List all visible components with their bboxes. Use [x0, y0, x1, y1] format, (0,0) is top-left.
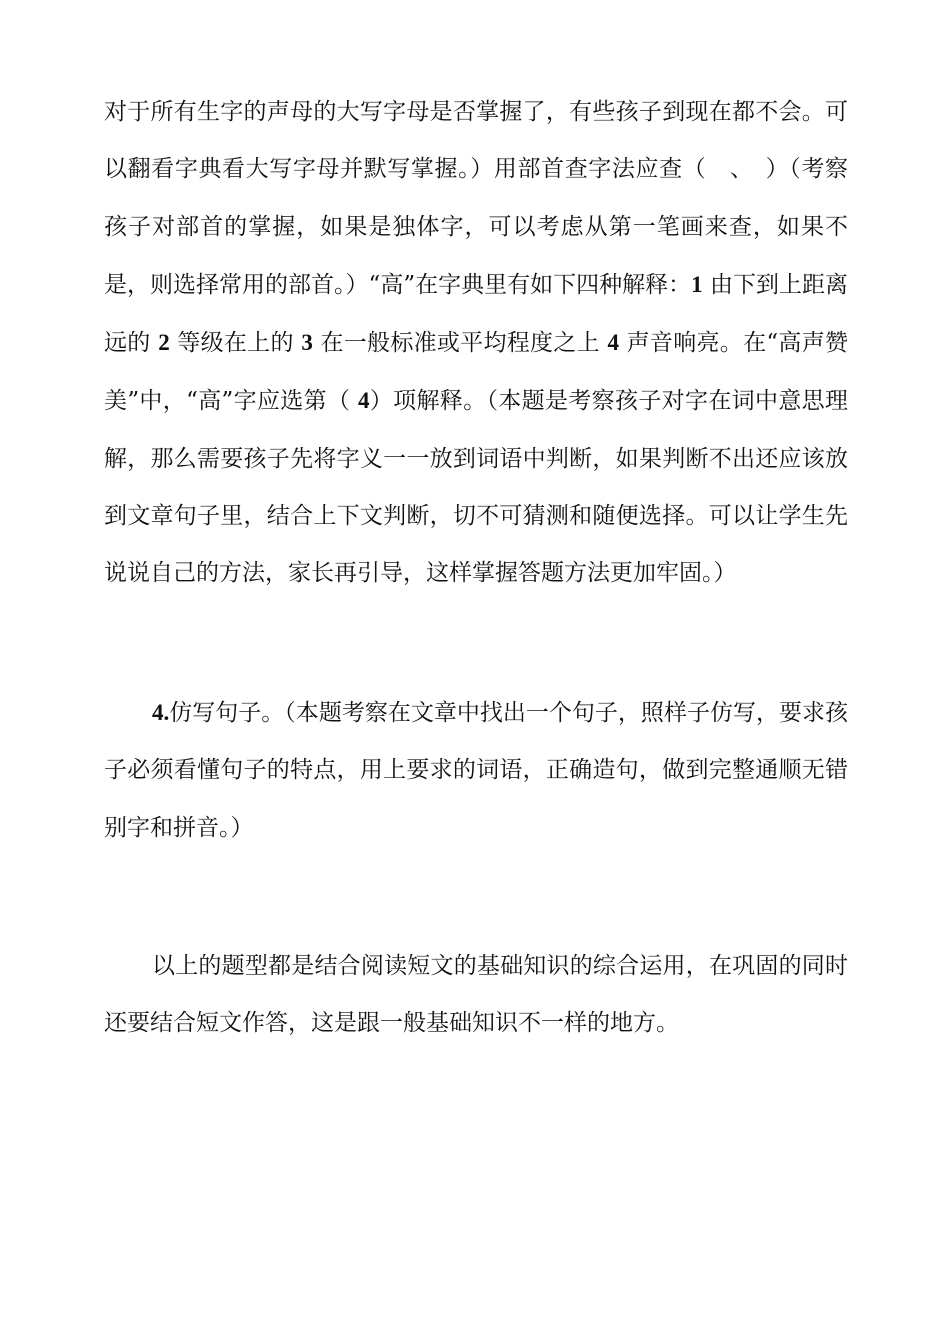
text-segment: 声音响亮。在“高声赞美”中，“高”字应选第（ — [104, 330, 849, 415]
text-segment: 以上的题型都是结合阅读短文的基础知识的综合运用，在巩固的同时还要结合短文作答，这是跟一般基础知识不一样的地方。 — [104, 953, 848, 1037]
text-segment: 等级在上的 — [169, 330, 302, 357]
text-segment: 由下到上距离远的 — [104, 271, 848, 357]
text-segment: ）项解释。（本题是考察孩子对字在词中意思理解，那么需要孩子先将字义一一放到词语中判断，如果判断不出还应该放到文章句子里，结合上下文判断，切不可猜测和随便选择。可以让学生先说说自己的方法，家长再引导，这样掌握答题方法更加牢固。） — [104, 388, 848, 587]
answer-number: 4 — [357, 388, 370, 414]
paragraph-summary — [104, 938, 848, 1053]
text-segment: 对于所有生字的声母的大写字母是否掌握了，有些孩子到现在都不会。可以翻看字典看大写字母并默写掌握。）用部首查字法应查（ 、 ）（考察孩子对部首的掌握，如果是独体字，可以考虑从第一笔画来查，如果不是，则选择常用的部首。）“高”在字典里有如下四种解释： — [104, 99, 848, 298]
item-number: 4 — [607, 330, 620, 356]
section-number: 4. — [152, 700, 170, 725]
paragraph-dictionary-questions — [104, 84, 848, 603]
paragraph-imitate-sentence — [104, 684, 848, 857]
item-number: 3 — [301, 330, 313, 356]
text-segment: 仿写句子。（本题考察在文章中找出一个句子，照样子仿写，要求孩子必须看懂句子的特点，用上要求的词语，正确造句，做到完整通顺无错别字和拼音。） — [104, 700, 848, 841]
text-segment: 在一般标准或平均程度之上 — [312, 330, 608, 357]
item-number: 2 — [158, 330, 170, 356]
item-number: 1 — [691, 271, 703, 297]
